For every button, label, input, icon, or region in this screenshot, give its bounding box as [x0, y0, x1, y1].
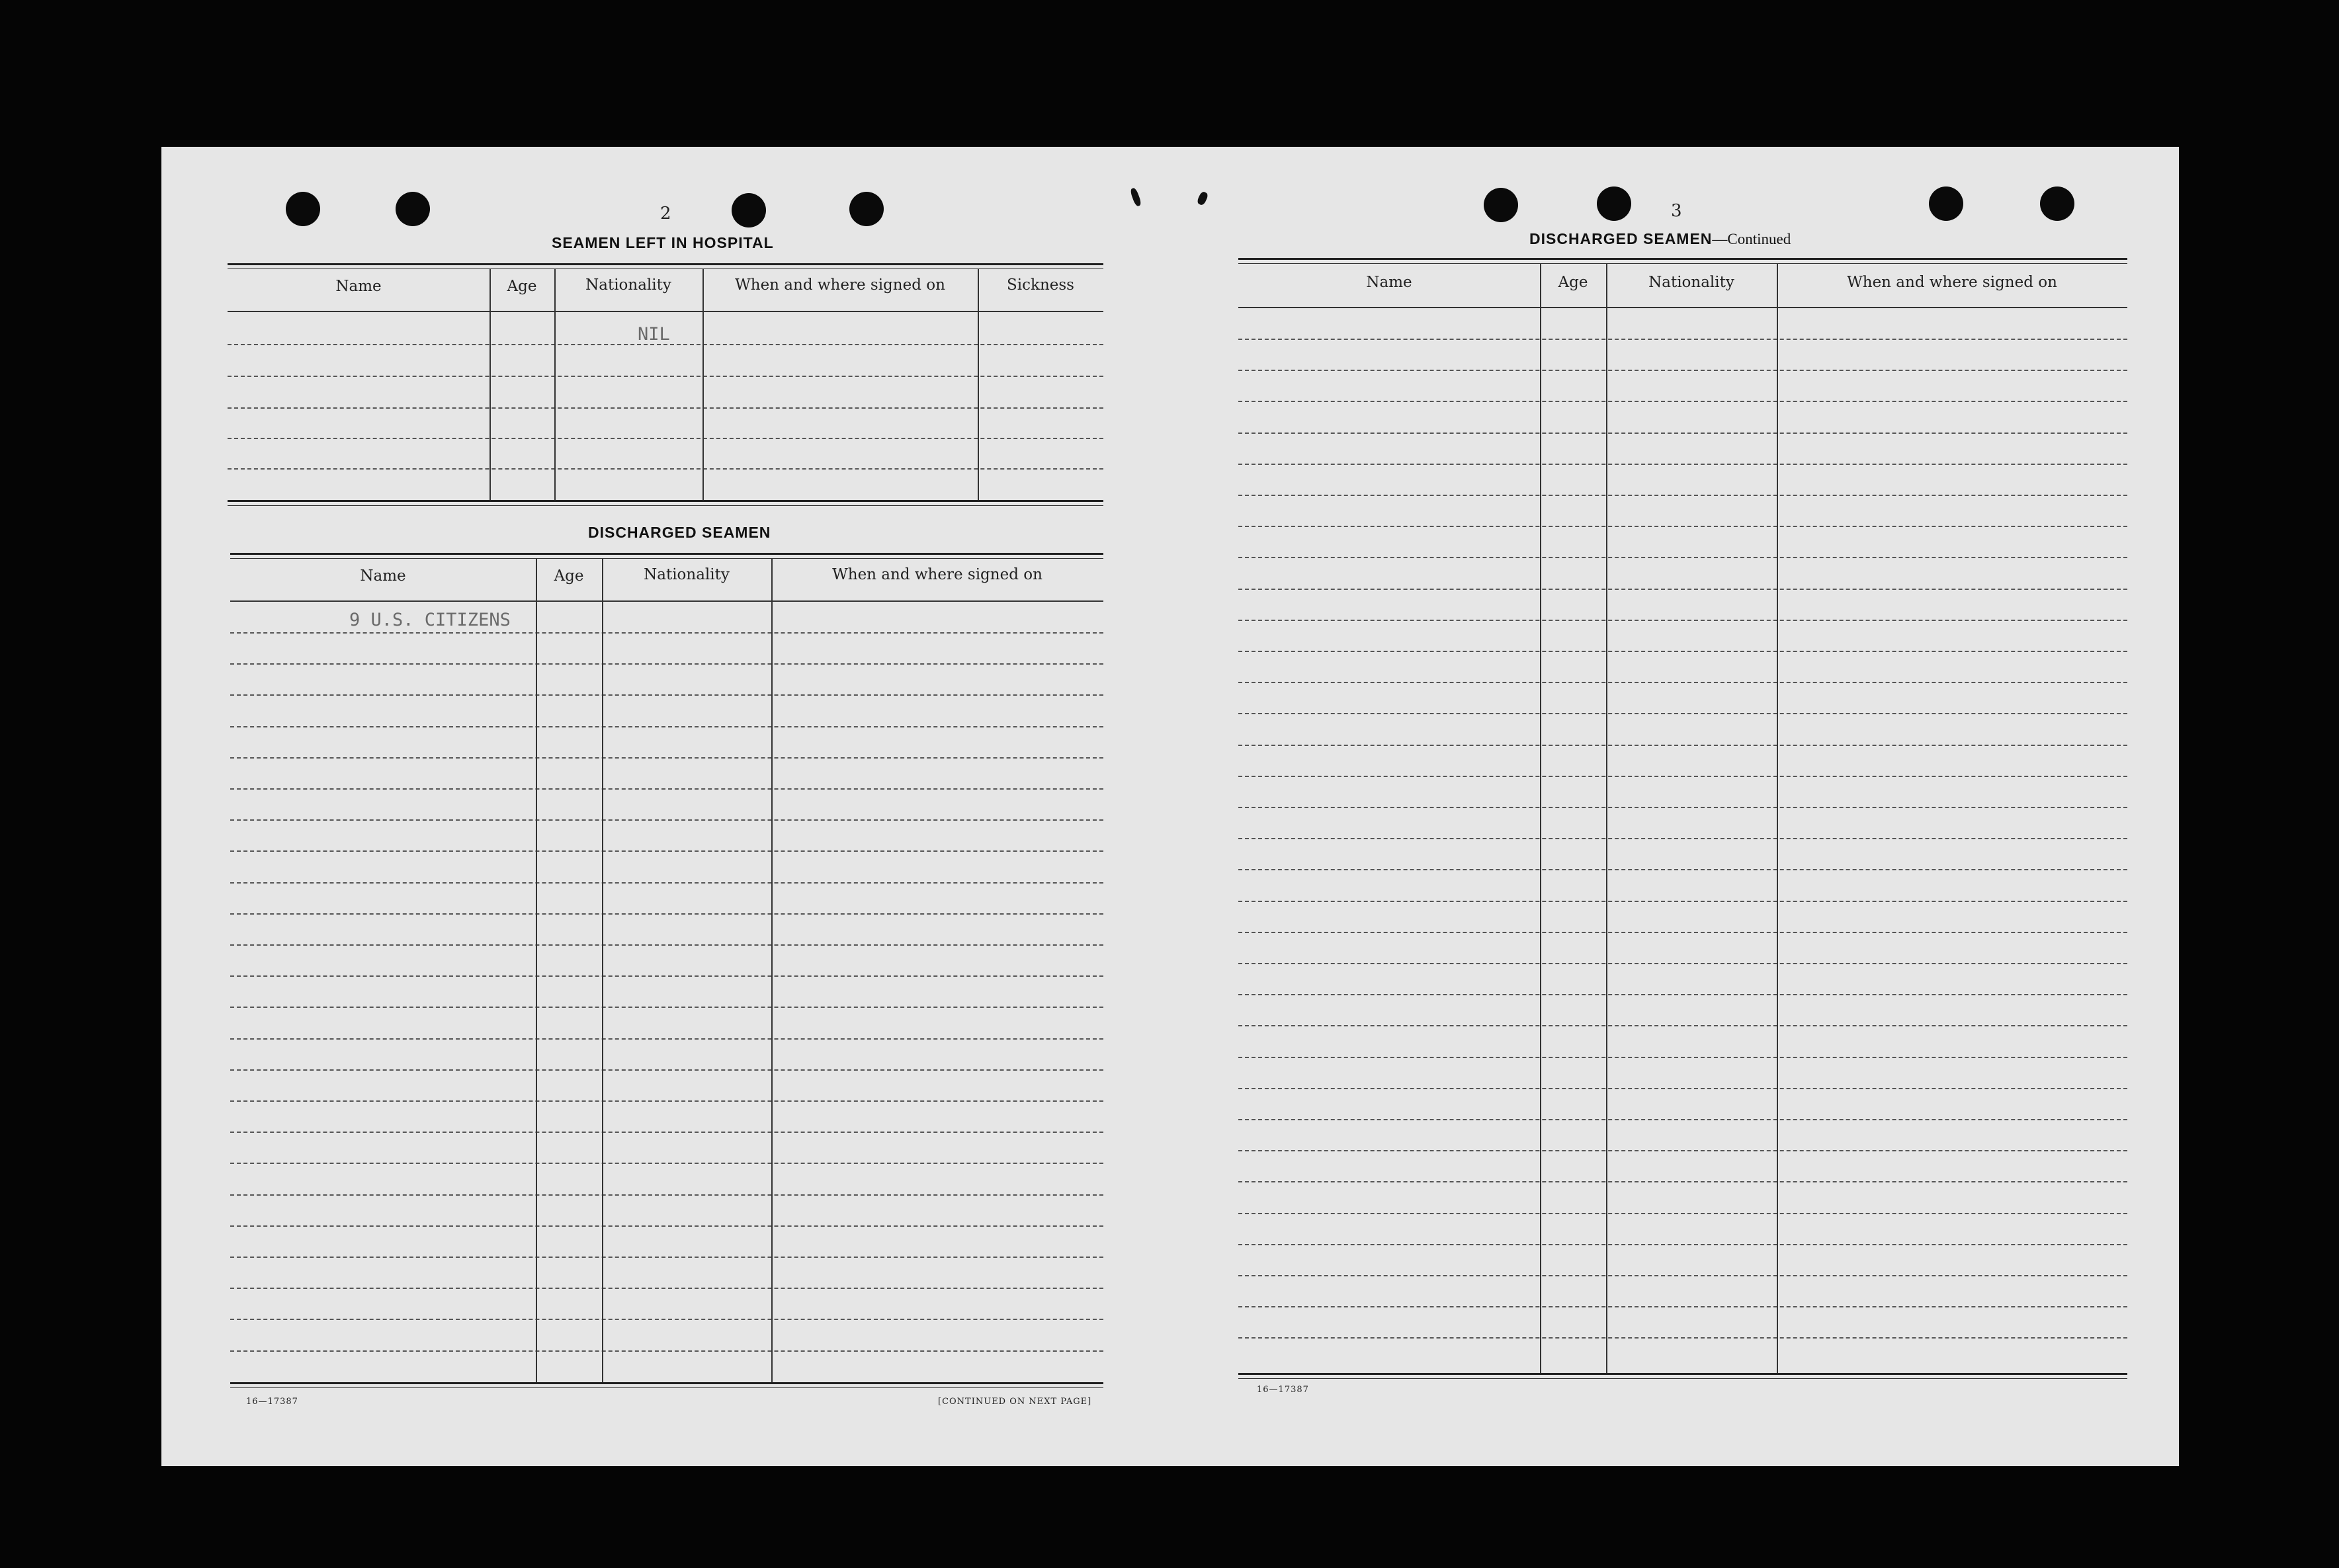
form-row-line	[1238, 589, 2127, 590]
form-row-line	[1238, 370, 2127, 371]
discharged-col-signed-on: When and where signed on	[832, 566, 1042, 583]
hospital-bottom-rule	[228, 500, 1103, 502]
form-row-line	[1238, 557, 2127, 558]
hospital-col-age: Age	[507, 278, 537, 295]
hospital-col-divider	[978, 268, 979, 500]
hospital-row-line	[228, 468, 1103, 470]
right-discharged-title	[1529, 230, 1791, 248]
right-title-main: DISCHARGED SEAMEN	[1529, 230, 1713, 247]
speck	[1196, 190, 1209, 206]
form-row-line	[1238, 1275, 2127, 1276]
form-row-line	[1238, 1057, 2127, 1058]
form-row-line	[230, 850, 1103, 852]
form-row-line	[230, 1038, 1103, 1040]
hospital-col-signed-on: When and where signed on	[735, 276, 945, 294]
form-row-line	[230, 1163, 1103, 1164]
form-row-line	[1238, 401, 2127, 402]
hospital-row-line	[228, 407, 1103, 409]
hospital-col-sickness: Sickness	[1007, 276, 1074, 294]
hospital-entry: NIL	[638, 324, 670, 345]
punch-hole	[732, 193, 766, 227]
form-row-line	[230, 1100, 1103, 1102]
right-col-signed-on: When and where signed on	[1847, 274, 2057, 291]
hospital-col-divider	[489, 268, 491, 500]
form-row-line	[230, 1007, 1103, 1008]
form-row-line	[1238, 1150, 2127, 1151]
hospital-col-name: Name	[335, 278, 382, 295]
hospital-row-line	[228, 438, 1103, 439]
punch-hole	[1484, 188, 1518, 222]
form-row-line	[1238, 433, 2127, 434]
discharged-col-divider	[602, 558, 603, 1382]
right-col-age: Age	[1558, 274, 1588, 291]
form-row-line	[230, 1319, 1103, 1320]
right-title-continued: —Continued	[1712, 231, 1791, 247]
form-row-line	[230, 913, 1103, 915]
discharged-title: DISCHARGED SEAMEN	[588, 524, 771, 541]
form-row-line	[1238, 526, 2127, 527]
discharged-top-rule	[230, 553, 1103, 555]
form-row-line	[230, 1225, 1103, 1227]
form-row-line	[1238, 495, 2127, 496]
form-row-line	[1238, 1244, 2127, 1245]
punch-hole	[2040, 186, 2074, 221]
hospital-col-nationality: Nationality	[585, 276, 671, 294]
form-row-line	[1238, 994, 2127, 995]
hospital-col-divider	[554, 268, 556, 500]
form-row-line	[230, 882, 1103, 884]
right-top-rule	[1238, 258, 2127, 260]
footer-code-left: 16—17387	[246, 1397, 298, 1407]
discharged-entry: 9 U.S. CITIZENS	[349, 610, 511, 630]
form-row-line	[230, 819, 1103, 821]
form-row-line	[1238, 1306, 2127, 1307]
form-row-line	[1238, 838, 2127, 839]
form-row-line	[1238, 1088, 2127, 1089]
hospital-header-rule	[228, 311, 1103, 312]
form-row-line	[1238, 1181, 2127, 1182]
form-row-line	[230, 1350, 1103, 1352]
speck	[1130, 187, 1142, 207]
form-row-line	[230, 1257, 1103, 1258]
punch-hole	[286, 192, 320, 226]
form-row-line	[230, 1288, 1103, 1289]
form-row-line	[1238, 620, 2127, 621]
form-row-line	[230, 788, 1103, 790]
form-row-line	[1238, 776, 2127, 777]
page-number-right: 3	[1671, 201, 1682, 221]
form-row-line	[1238, 745, 2127, 746]
discharged-col-divider	[536, 558, 537, 1382]
right-col-divider	[1606, 263, 1607, 1373]
discharged-bottom-rule	[230, 1382, 1103, 1384]
form-row-line	[1238, 1213, 2127, 1214]
form-row-line	[230, 726, 1103, 727]
hospital-col-divider	[702, 268, 704, 500]
form-row-line	[1238, 901, 2127, 902]
right-col-nationality: Nationality	[1648, 274, 1734, 291]
form-row-line	[230, 757, 1103, 759]
form-row-line	[1238, 464, 2127, 465]
hospital-title: SEAMEN LEFT IN HOSPITAL	[552, 234, 774, 251]
hospital-row-line	[228, 376, 1103, 377]
right-col-name: Name	[1366, 274, 1412, 291]
discharged-col-age: Age	[554, 567, 584, 585]
discharged-col-divider	[771, 558, 773, 1382]
discharged-header-rule	[230, 600, 1103, 602]
punch-hole	[849, 192, 884, 226]
form-row-line	[1238, 807, 2127, 808]
form-row-line	[230, 694, 1103, 696]
form-row-line	[1238, 651, 2127, 652]
footer-continued: [CONTINUED ON NEXT PAGE]	[938, 1397, 1092, 1407]
form-row-line	[1238, 339, 2127, 340]
discharged-col-name: Name	[360, 567, 406, 585]
form-row-line	[230, 663, 1103, 665]
footer-code-right: 16—17387	[1257, 1385, 1309, 1395]
punch-hole	[1929, 186, 1963, 221]
form-row-line	[1238, 1119, 2127, 1120]
form-row-line	[230, 944, 1103, 946]
discharged-col-nationality: Nationality	[644, 566, 730, 583]
document-sheet	[161, 147, 2179, 1466]
form-row-line	[1238, 713, 2127, 714]
right-col-divider	[1540, 263, 1541, 1373]
form-row-line	[230, 1132, 1103, 1133]
form-row-line	[230, 632, 1103, 634]
right-header-rule	[1238, 307, 2127, 308]
form-row-line	[1238, 1337, 2127, 1339]
form-row-line	[230, 1069, 1103, 1071]
form-row-line	[230, 975, 1103, 977]
form-row-line	[1238, 869, 2127, 870]
form-row-line	[1238, 682, 2127, 683]
hospital-top-rule	[228, 263, 1103, 265]
punch-hole	[1597, 186, 1631, 221]
right-bottom-rule	[1238, 1373, 2127, 1375]
form-row-line	[230, 1194, 1103, 1196]
form-row-line	[1238, 1025, 2127, 1026]
punch-hole	[396, 192, 430, 226]
right-col-divider	[1777, 263, 1778, 1373]
form-row-line	[1238, 963, 2127, 964]
form-row-line	[1238, 932, 2127, 933]
page-number-left: 2	[660, 204, 671, 224]
